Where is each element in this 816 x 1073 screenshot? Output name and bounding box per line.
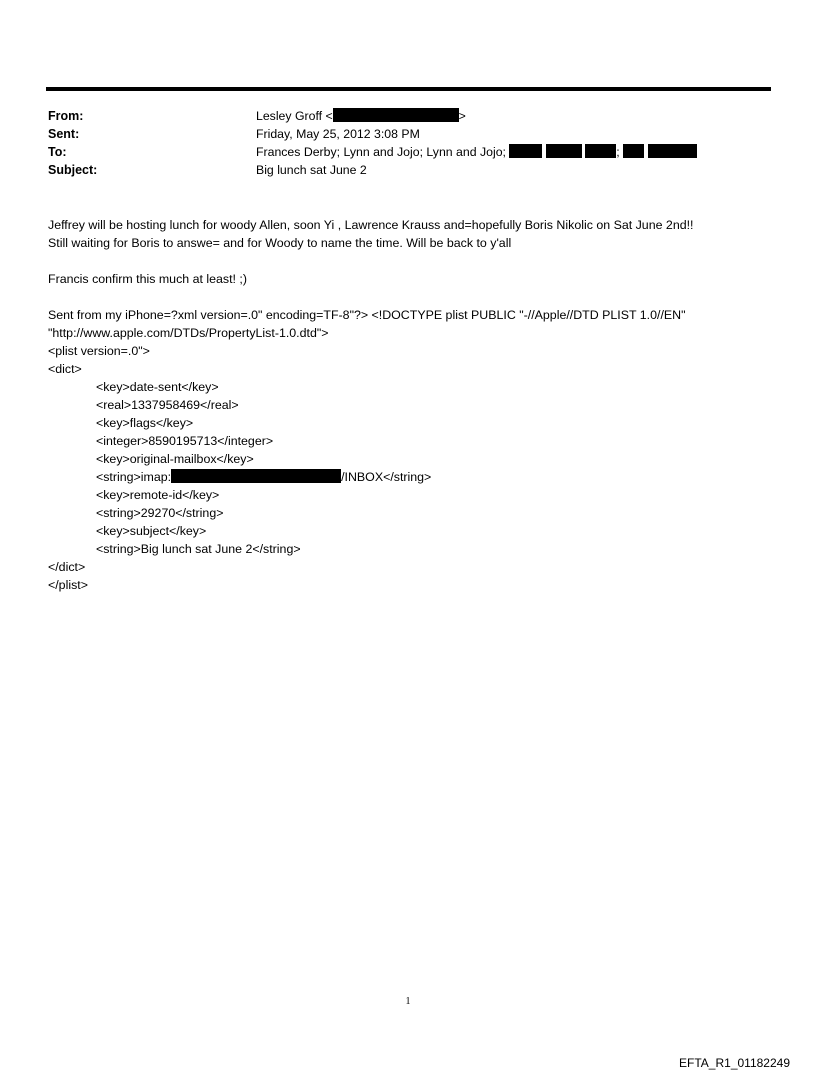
imap-suffix: /INBOX</string> <box>341 470 432 484</box>
redacted-recipient <box>648 144 697 158</box>
plist-line: </plist> <box>48 578 88 592</box>
imap-prefix: <string>imap: <box>96 470 172 484</box>
plist-line: <string>29270</string> <box>96 506 224 520</box>
from-name: Lesley Groff < <box>256 109 333 123</box>
paragraph-gap <box>48 288 778 306</box>
plist-line: <key>subject</key> <box>96 524 207 538</box>
redacted-recipient <box>546 144 582 158</box>
body-text-line: Jeffrey will be hosting lunch for woody Allen, soon Yi , Lawrence Krauss and=hopefully Boris Nikolic on Sat June 2nd!! <box>48 218 694 232</box>
to-recipients: Frances Derby; Lynn and Jojo; Lynn and Jojo; <box>256 145 506 159</box>
body-text-line: Still waiting for Boris to answe= and for Woody to name the time. Will be back to y'all <box>48 236 512 250</box>
plist-line: <string>Big lunch sat June 2</string> <box>96 542 301 556</box>
paragraph-gap <box>48 252 778 270</box>
from-value <box>256 107 466 125</box>
plist-line: <integer>8590195713</integer> <box>96 434 274 448</box>
sent-row <box>48 125 768 143</box>
plist-line <box>48 468 778 486</box>
subject-label: Subject: <box>48 163 98 177</box>
plist-line: <key>date-sent</key> <box>96 380 219 394</box>
sent-value: Friday, May 25, 2012 3:08 PM <box>256 127 420 141</box>
sent-label: Sent: <box>48 127 80 141</box>
redacted-recipient <box>585 144 616 158</box>
redacted-recipient <box>623 144 644 158</box>
redacted-email <box>333 108 459 122</box>
plist-line: <key>remote-id</key> <box>96 488 220 502</box>
from-label: From: <box>48 109 84 123</box>
body-text-line: Sent from my iPhone=?xml version=.0" encoding=TF-8"?> <!DOCTYPE plist PUBLIC "-//Apple//DTD PLIST 1.0//EN" <box>48 308 686 322</box>
plist-line: <real>1337958469</real> <box>96 398 239 412</box>
redacted-recipient <box>509 144 542 158</box>
from-row <box>48 107 768 125</box>
redacted-mailbox <box>171 469 341 483</box>
page-number: 1 <box>405 996 411 1007</box>
plist-line: <plist version=.0"> <box>48 344 150 358</box>
to-label: To: <box>48 145 67 159</box>
from-suffix: > <box>458 109 466 123</box>
email-header <box>48 107 768 179</box>
header-divider <box>46 87 771 91</box>
email-body <box>48 216 778 594</box>
to-value <box>256 143 697 161</box>
subject-row <box>48 161 768 179</box>
plist-line: <key>original-mailbox</key> <box>96 452 254 466</box>
body-text-line: "http://www.apple.com/DTDs/PropertyList-1.0.dtd"> <box>48 326 329 340</box>
subject-value: Big lunch sat June 2 <box>256 163 367 177</box>
to-separator: ; <box>616 145 620 159</box>
body-text-line: Francis confirm this much at least! ;) <box>48 272 247 286</box>
document-id: EFTA_R1_01182249 <box>679 1056 790 1070</box>
plist-line: <key>flags</key> <box>96 416 194 430</box>
plist-line: <dict> <box>48 362 82 376</box>
plist-line: </dict> <box>48 560 86 574</box>
to-row <box>48 143 768 161</box>
